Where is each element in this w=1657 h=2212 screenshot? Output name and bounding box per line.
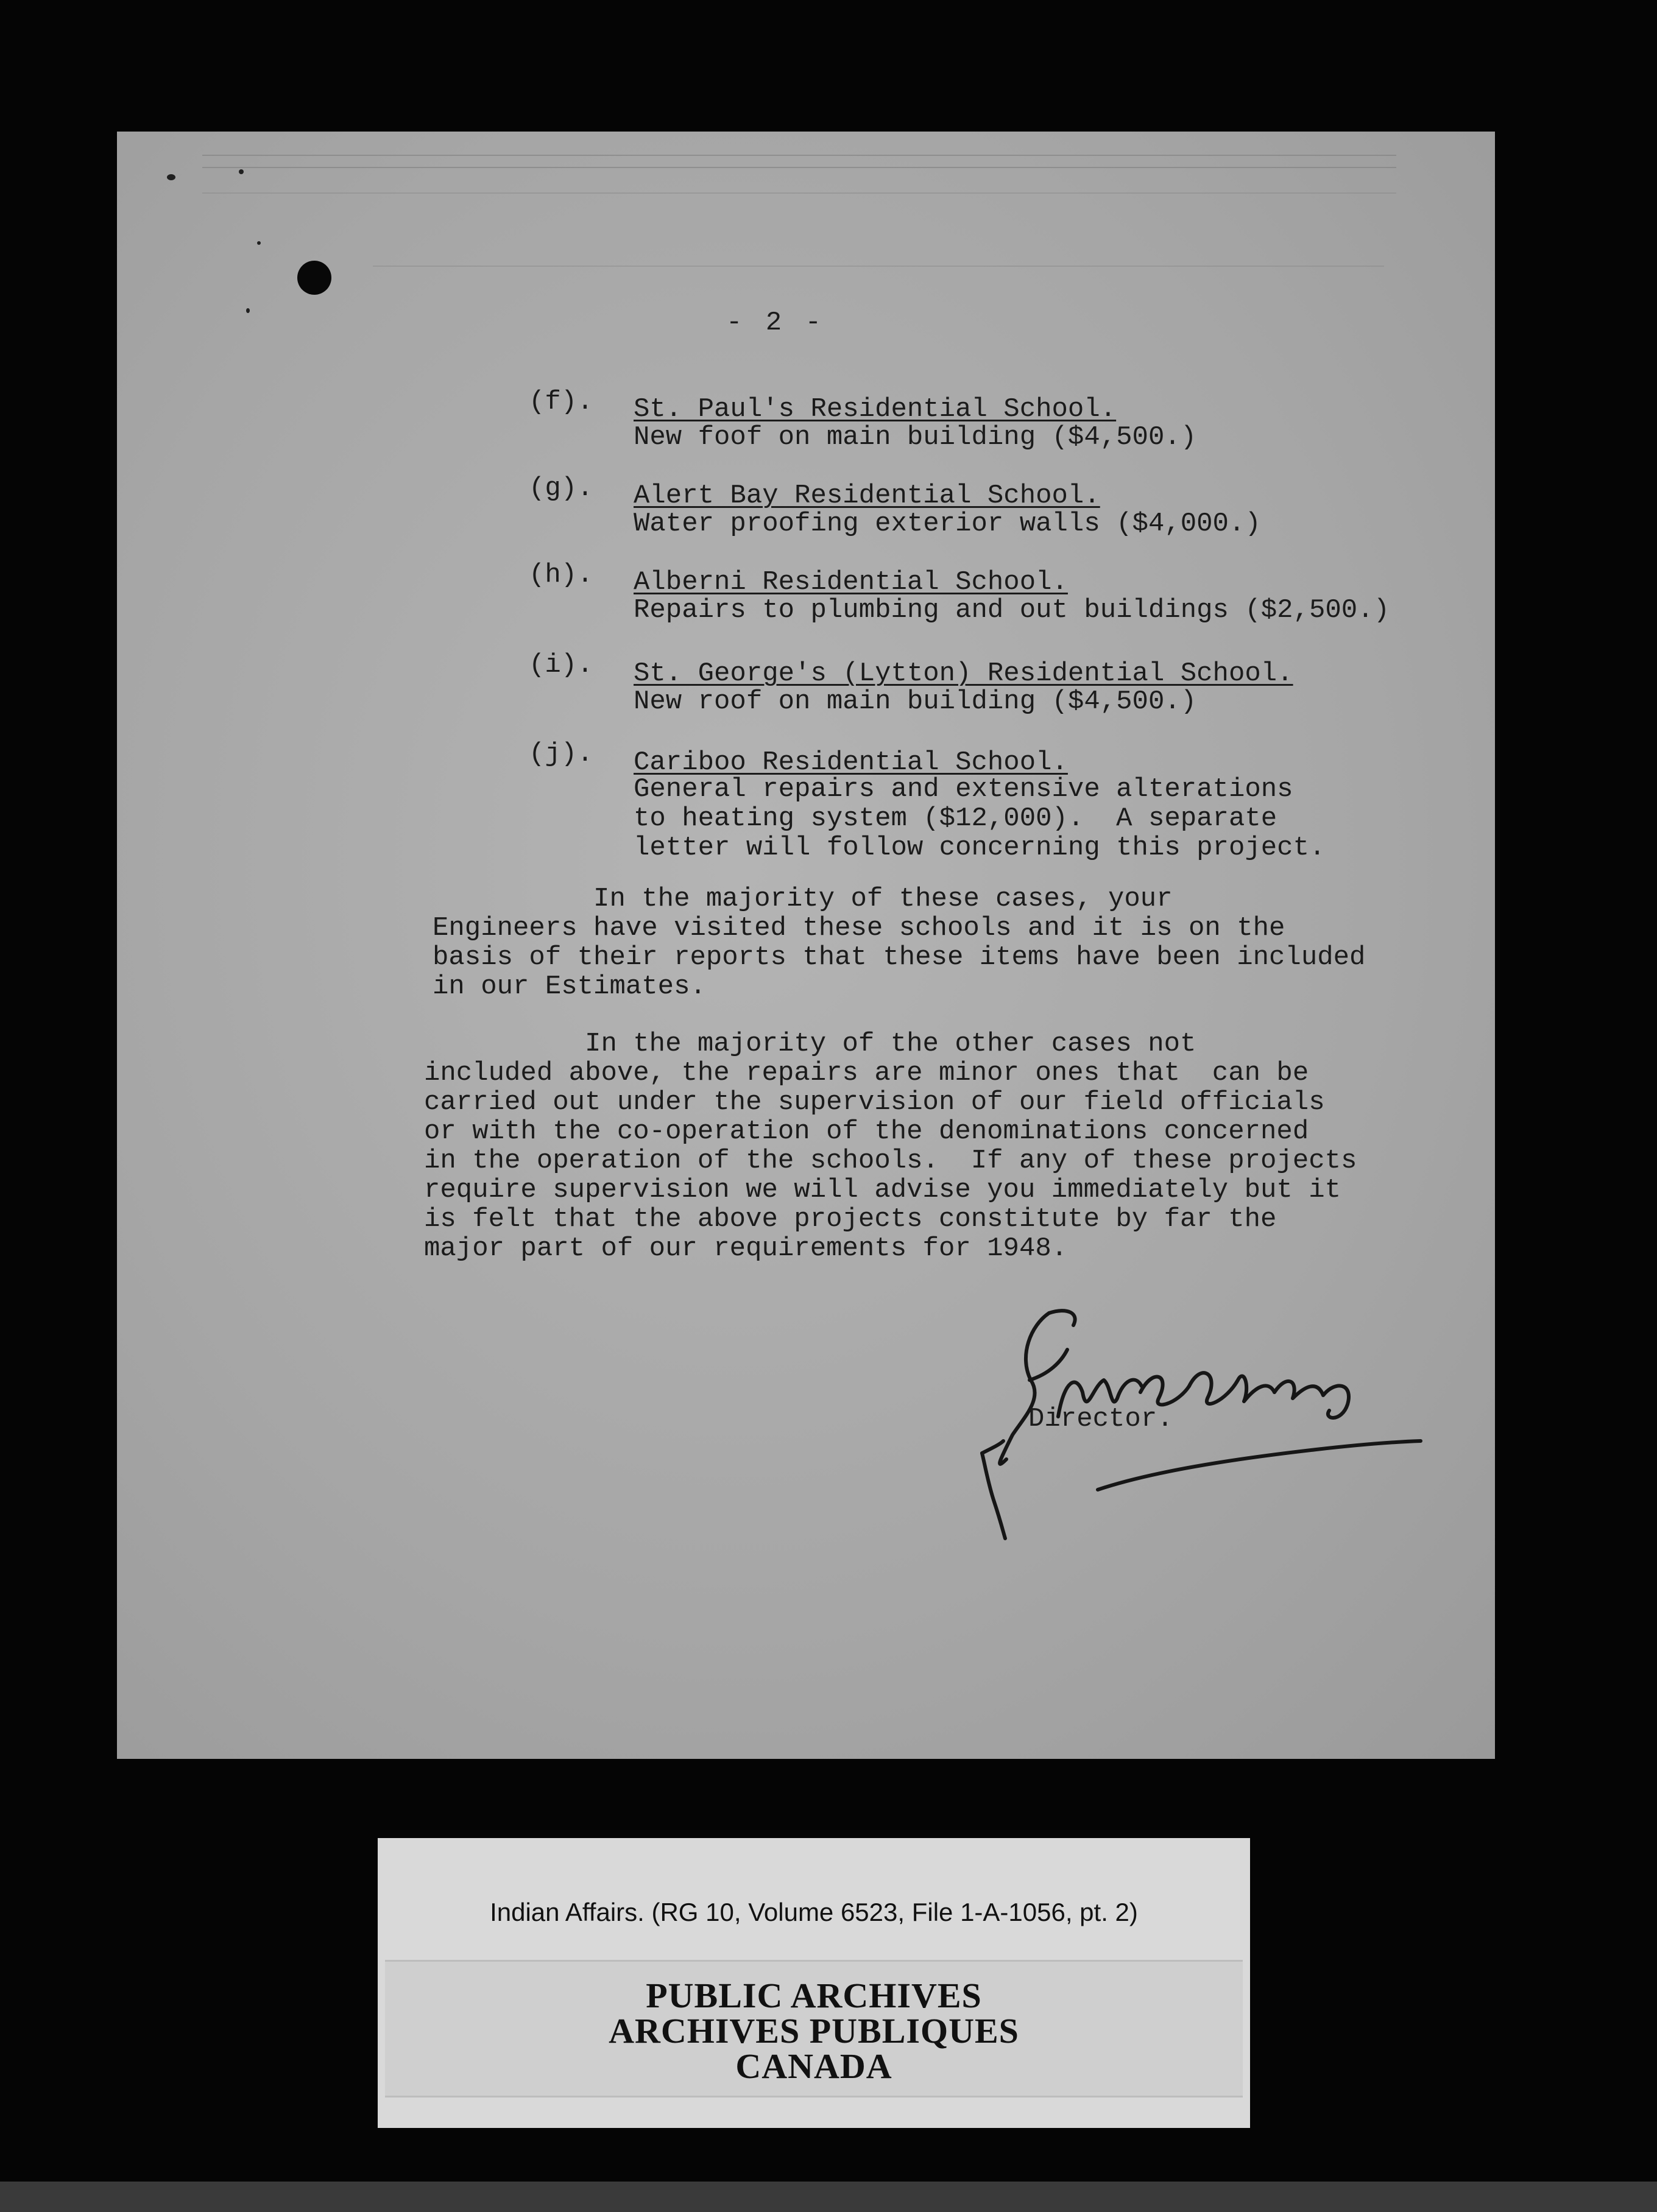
- item-line: Water proofing exterior walls ($4,000.): [634, 509, 1261, 539]
- paragraph-line: require supervision we will advise you immediately but it: [424, 1175, 1341, 1205]
- ink-speck: [246, 308, 250, 313]
- item-label: (j).: [529, 739, 593, 769]
- paragraph-line: in the operation of the schools. If any of these projects: [424, 1146, 1357, 1176]
- item-label: (i).: [529, 650, 593, 680]
- item-title: Alberni Residential School.: [634, 567, 1068, 597]
- paragraph-line: included above, the repairs are minor ones that can be: [424, 1058, 1309, 1088]
- paragraph-line: basis of their reports that these items have been included: [433, 942, 1366, 973]
- ink-speck: [257, 241, 261, 245]
- paragraph-line: or with the co-operation of the denominations concerned: [424, 1116, 1309, 1147]
- signatory-title: Director.: [1028, 1404, 1173, 1434]
- item-label: (f).: [529, 387, 593, 417]
- item-line: letter will follow concerning this project.: [634, 833, 1326, 863]
- stamp-line: CANADA: [735, 2046, 892, 2086]
- item-label: (g).: [529, 473, 593, 504]
- paragraph-line: in our Estimates.: [433, 971, 706, 1002]
- ruled-line: [202, 155, 1396, 156]
- paragraph-line: In the majority of the other cases not: [424, 1029, 1196, 1059]
- item-label: (h).: [529, 560, 593, 590]
- item-line: New roof on main building ($4,500.): [634, 686, 1197, 717]
- archive-stamp: [385, 1960, 1243, 2098]
- paragraph-line: carried out under the supervision of our field officials: [424, 1087, 1325, 1118]
- paragraph-line: In the majority of these cases, your: [433, 884, 1173, 914]
- item-line: General repairs and extensive alterations: [634, 774, 1293, 805]
- film-edge: [0, 2182, 1657, 2212]
- ink-speck: [167, 174, 175, 180]
- item-title: St. George's (Lytton) Residential School.: [634, 658, 1293, 689]
- paragraph-line: Engineers have visited these schools and it is on the: [433, 913, 1285, 943]
- item-line: Repairs to plumbing and out buildings ($2,500.): [634, 595, 1390, 625]
- stamp-line: PUBLIC ARCHIVES: [646, 1976, 982, 2015]
- archive-caption-card: [378, 1838, 1250, 2128]
- item-title: Cariboo Residential School.: [634, 747, 1068, 778]
- ink-speck: [239, 169, 244, 174]
- ruled-line: [373, 266, 1384, 267]
- punch-hole: [297, 261, 331, 295]
- paragraph-line: is felt that the above projects constitute by far the: [424, 1204, 1277, 1235]
- item-line: New foof on main building ($4,500.): [634, 422, 1197, 453]
- stamp-line: ARCHIVES PUBLIQUES: [609, 2011, 1019, 2051]
- ruled-line: [202, 167, 1396, 168]
- document-page: [117, 132, 1495, 1759]
- page-number: - 2 -: [726, 308, 825, 338]
- archive-reference: Indian Affairs. (RG 10, Volume 6523, File 1-A-1056, pt. 2): [490, 1898, 1138, 1926]
- paragraph-line: major part of our requirements for 1948.: [424, 1233, 1068, 1264]
- ruled-line: [202, 192, 1396, 194]
- item-line: to heating system ($12,000). A separate: [634, 803, 1277, 834]
- item-title: Alert Bay Residential School.: [634, 481, 1100, 511]
- item-title: St. Paul's Residential School.: [634, 394, 1117, 424]
